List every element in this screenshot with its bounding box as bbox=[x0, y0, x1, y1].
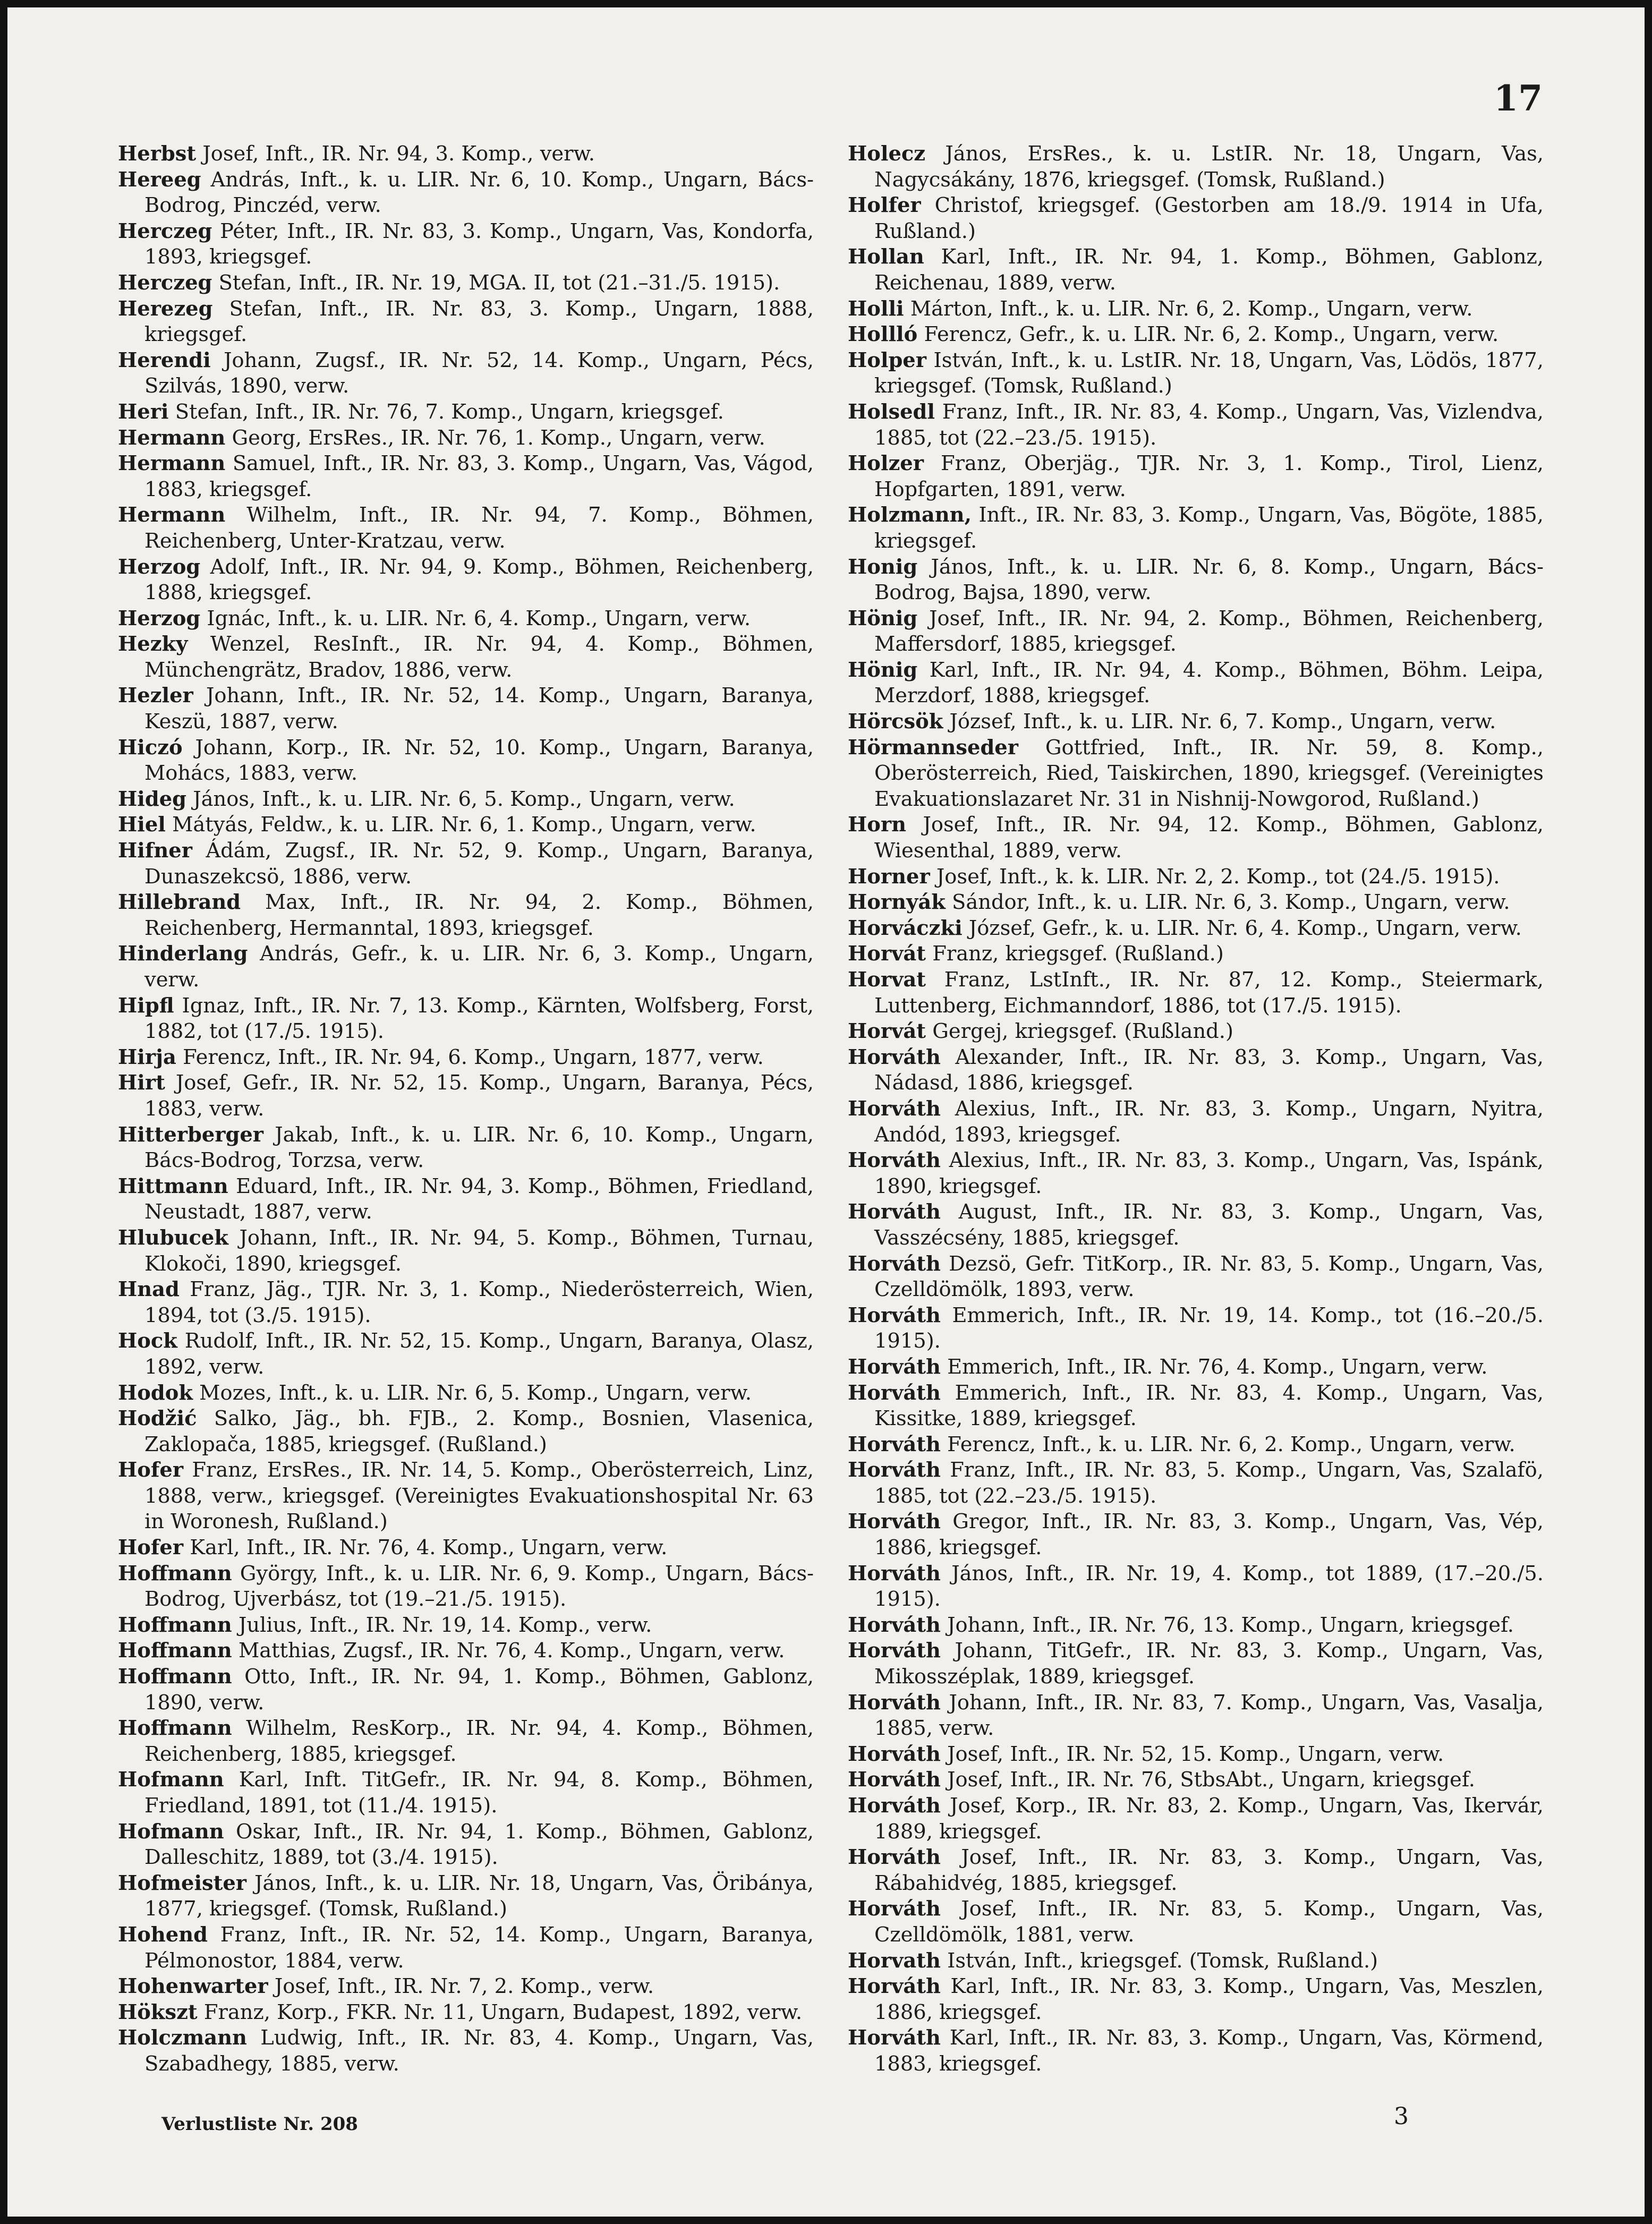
entry-surname: Hollan bbox=[848, 245, 924, 269]
entry-details: György, Inft., k. u. LIR. Nr. 6, 9. Komp., Ungarn, Bács-Bodrog, Ujverbász, tot (19.–21./5. 1915). bbox=[144, 1561, 814, 1612]
casualty-entry bbox=[848, 812, 1544, 864]
casualty-entry bbox=[118, 270, 814, 296]
entry-details: Josef, Inft., IR. Nr. 7, 2. Komp., verw. bbox=[274, 1974, 654, 1999]
casualty-entry bbox=[118, 1277, 814, 1328]
casualty-entry bbox=[848, 864, 1544, 890]
entry-details: Gregor, Inft., IR. Nr. 83, 3. Komp., Ungarn, Vas, Vép, 1886, kriegsgef. bbox=[874, 1510, 1544, 1560]
entry-surname: Horváth bbox=[848, 1639, 941, 1663]
casualty-entry bbox=[848, 1354, 1544, 1381]
entry-surname: Horváczki bbox=[848, 916, 963, 940]
entry-surname: Hermann bbox=[118, 425, 226, 450]
entry-surname: Hock bbox=[118, 1329, 177, 1353]
entry-details: Johann, TitGefr., IR. Nr. 83, 3. Komp., Ungarn, Vas, Mikosszéplak, 1889, kriegsgef. bbox=[874, 1639, 1544, 1689]
casualty-entry bbox=[848, 1019, 1544, 1045]
entry-details: Karl, Inft., IR. Nr. 83, 3. Komp., Ungarn, Vas, Meszlen, 1886, kriegsgef. bbox=[874, 1974, 1544, 2024]
casualty-entry bbox=[848, 967, 1544, 1019]
entry-details: Jakab, Inft., k. u. LIR. Nr. 6, 10. Komp., Ungarn, Bács-Bodrog, Torzsa, verw. bbox=[144, 1122, 814, 1173]
entry-details: János, Inft., IR. Nr. 19, 4. Komp., tot 1889, (17.–20./5. 1915). bbox=[874, 1561, 1544, 1612]
entry-details: Franz, Inft., IR. Nr. 52, 14. Komp., Ungarn, Baranya, Pélmonostor, 1884, verw. bbox=[144, 1922, 814, 1973]
page-number: 17 bbox=[1494, 78, 1543, 119]
entry-details: Johann, Inft., IR. Nr. 76, 13. Komp., Ungarn, kriegsgef. bbox=[947, 1613, 1514, 1637]
casualty-entry bbox=[118, 812, 814, 838]
casualty-entry bbox=[848, 1974, 1544, 2025]
entry-surname: Herezeg bbox=[118, 296, 213, 321]
entry-details: Alexius, Inft., IR. Nr. 83, 3. Komp., Ungarn, Vas, Ispánk, 1890, kriegsgef. bbox=[874, 1148, 1544, 1198]
entry-surname: Hillebrand bbox=[118, 890, 241, 915]
entry-details: Oskar, Inft., IR. Nr. 94, 1. Komp., Böhmen, Gablonz, Dalleschitz, 1889, tot (3./4. 1915). bbox=[144, 1819, 814, 1870]
entry-details: Mátyás, Feldw., k. u. LIR. Nr. 6, 1. Komp., Ungarn, verw. bbox=[172, 813, 756, 837]
entry-details: Alexius, Inft., IR. Nr. 83, 3. Komp., Ungarn, Nyitra, Andód, 1893, kriegsgef. bbox=[874, 1096, 1544, 1147]
casualty-entry bbox=[118, 1122, 814, 1174]
casualty-entry bbox=[848, 1613, 1544, 1639]
casualty-entry bbox=[118, 632, 814, 683]
entry-surname: Hodok bbox=[118, 1381, 193, 1405]
entry-surname: Hofer bbox=[118, 1536, 184, 1560]
entry-details: Ferencz, Gefr., k. u. LIR. Nr. 6, 2. Komp., Ungarn, verw. bbox=[924, 322, 1499, 347]
entry-details: Christof, kriegsgef. (Gestorben am 18./9. 1914 in Ufa, Rußland.) bbox=[874, 193, 1544, 243]
entry-details: Wilhelm, Inft., IR. Nr. 94, 7. Komp., Böhmen, Reichenberg, Unter-Kratzau, verw. bbox=[144, 503, 814, 553]
casualty-entry bbox=[848, 555, 1544, 606]
entry-details: Josef, Inft., IR. Nr. 94, 12. Komp., Böhmen, Gablonz, Wiesenthal, 1889, verw. bbox=[874, 813, 1544, 863]
entry-surname: Horváth bbox=[848, 1974, 941, 1999]
casualty-entry bbox=[118, 787, 814, 813]
entry-details: József, Inft., k. u. LIR. Nr. 6, 7. Komp., Ungarn, verw. bbox=[949, 710, 1496, 734]
entry-surname: Hittmann bbox=[118, 1174, 228, 1198]
entry-details: Franz, ErsRes., IR. Nr. 14, 5. Komp., Oberösterreich, Linz, 1888, verw., kriegsgef. (Vereinigtes Evakuationshospital Nr. 63 in Woronesh, Rußland.) bbox=[144, 1458, 814, 1534]
entry-details: Stefan, Inft., IR. Nr. 19, MGA. II, tot (21.–31./5. 1915). bbox=[218, 270, 780, 295]
entry-surname: Horváth bbox=[848, 1690, 941, 1715]
entry-surname: Horvát bbox=[848, 942, 926, 966]
entry-surname: Holfer bbox=[848, 193, 921, 218]
entry-details: Ignaz, Inft., IR. Nr. 7, 13. Komp., Kärnten, Wolfsberg, Forst, 1882, tot (17./5. 1915). bbox=[144, 993, 814, 1044]
casualty-entry bbox=[118, 1664, 814, 1716]
entry-surname: Horváth bbox=[848, 1200, 941, 1224]
entry-details: Franz, kriegsgef. (Rußland.) bbox=[932, 942, 1224, 966]
entry-surname: Horváth bbox=[848, 1742, 941, 1766]
casualty-entry bbox=[118, 890, 814, 941]
entry-surname: Hollló bbox=[848, 322, 918, 347]
entry-surname: Herczeg bbox=[118, 219, 212, 243]
entry-surname: Horváth bbox=[848, 1794, 941, 1818]
left-column bbox=[118, 141, 814, 2077]
entry-surname: Holzmann, bbox=[848, 503, 972, 527]
entry-details: Stefan, Inft., IR. Nr. 83, 3. Komp., Ungarn, 1888, kriegsgef. bbox=[144, 296, 814, 347]
right-column bbox=[848, 141, 1544, 2077]
casualty-entry bbox=[118, 1328, 814, 1380]
casualty-entry bbox=[848, 1381, 1544, 1432]
casualty-entry bbox=[848, 296, 1544, 322]
entry-surname: Horváth bbox=[848, 1251, 941, 1276]
entry-surname: Hörmannseder bbox=[848, 735, 1018, 760]
casualty-entry bbox=[848, 399, 1544, 451]
entry-details: Gottfried, Inft., IR. Nr. 59, 8. Komp., Oberösterreich, Ried, Taiskirchen, 1890, kriegsgef. (Vereinigtes Evakuationslazaret Nr. 31 in Nishnij-Nowgorod, Rußland.) bbox=[874, 735, 1544, 811]
casualty-entry bbox=[848, 1767, 1544, 1793]
entry-details: Karl, Inft. TitGefr., IR. Nr. 94, 8. Komp., Böhmen, Friedland, 1891, tot (11./4. 1915). bbox=[144, 1768, 814, 1818]
entry-surname: Hlubucek bbox=[118, 1225, 228, 1250]
entry-details: András, Gefr., k. u. LIR. Nr. 6, 3. Komp., Ungarn, verw. bbox=[144, 942, 814, 992]
entry-surname: Hönig bbox=[848, 658, 918, 682]
casualty-entry bbox=[848, 1458, 1544, 1509]
casualty-entry bbox=[118, 555, 814, 606]
casualty-entry bbox=[118, 219, 814, 270]
casualty-entry bbox=[118, 141, 814, 167]
entry-details: Wenzel, ResInft., IR. Nr. 94, 4. Komp., Böhmen, Münchengrätz, Bradov, 1886, verw. bbox=[144, 632, 814, 682]
casualty-entry bbox=[848, 1561, 1544, 1613]
casualty-entry bbox=[848, 1896, 1544, 1948]
casualty-entry bbox=[848, 451, 1544, 502]
entry-surname: Hipfl bbox=[118, 993, 174, 1018]
casualty-entry bbox=[118, 1174, 814, 1225]
entry-details: Josef, Inft., IR. Nr. 76, StbsAbt., Ungarn, kriegsgef. bbox=[947, 1768, 1475, 1792]
casualty-entry bbox=[848, 890, 1544, 916]
entry-details: István, Inft., kriegsgef. (Tomsk, Rußland.) bbox=[947, 1948, 1378, 1973]
entry-details: Johann, Zugsf., IR. Nr. 52, 14. Komp., Ungarn, Pécs, Szilvás, 1890, verw. bbox=[144, 348, 814, 398]
entry-details: Karl, Inft., IR. Nr. 76, 4. Komp., Ungarn, verw. bbox=[190, 1536, 668, 1560]
entry-surname: Hinderlang bbox=[118, 942, 248, 966]
entry-surname: Hoffmann bbox=[118, 1613, 232, 1637]
entry-details: Péter, Inft., IR. Nr. 83, 3. Komp., Ungarn, Vas, Kondorfa, 1893, kriegsgef. bbox=[144, 219, 814, 269]
entry-surname: Hirja bbox=[118, 1045, 176, 1069]
entry-surname: Hitterberger bbox=[118, 1122, 263, 1147]
entry-surname: Horváth bbox=[848, 1381, 941, 1405]
entry-surname: Horváth bbox=[848, 1458, 941, 1482]
casualty-entry bbox=[118, 1045, 814, 1071]
casualty-entry bbox=[118, 296, 814, 348]
casualty-entry bbox=[118, 1819, 814, 1871]
casualty-entry bbox=[848, 1638, 1544, 1690]
entry-details: Ignác, Inft., k. u. LIR. Nr. 6, 4. Komp., Ungarn, verw. bbox=[207, 606, 751, 630]
casualty-entry bbox=[118, 606, 814, 632]
entry-surname: Horváth bbox=[848, 1561, 941, 1586]
entry-details: András, Inft., k. u. LIR. Nr. 6, 10. Komp., Ungarn, Bács-Bodrog, Pinczéd, verw. bbox=[144, 167, 814, 218]
entry-details: János, Inft., k. u. LIR. Nr. 18, Ungarn, Vas, Öribánya, 1877, kriegsgef. (Tomsk, Rußland.) bbox=[144, 1871, 814, 1921]
entry-details: Ádám, Zugsf., IR. Nr. 52, 9. Komp., Ungarn, Baranya, Dunaszekcsö, 1886, verw. bbox=[144, 839, 814, 889]
entry-surname: Horváth bbox=[848, 1510, 941, 1534]
entry-surname: Hnad bbox=[118, 1277, 180, 1302]
entry-surname: Herzog bbox=[118, 555, 201, 579]
entry-details: Karl, Inft., IR. Nr. 94, 1. Komp., Böhmen, Gablonz, Reichenau, 1889, verw. bbox=[874, 245, 1544, 295]
entry-details: Samuel, Inft., IR. Nr. 83, 3. Komp., Ungarn, Vas, Vágod, 1883, kriegsgef. bbox=[144, 451, 814, 501]
entry-details: Rudolf, Inft., IR. Nr. 52, 15. Komp., Ungarn, Baranya, Olasz, 1892, verw. bbox=[144, 1329, 814, 1379]
entry-details: Karl, Inft., IR. Nr. 83, 3. Komp., Ungarn, Vas, Körmend, 1883, kriegsgef. bbox=[874, 2026, 1544, 2076]
entry-surname: Hodžić bbox=[118, 1407, 197, 1431]
document-page bbox=[7, 7, 1645, 2217]
entry-details: Josef, Korp., IR. Nr. 83, 2. Komp., Ungarn, Vas, Ikervár, 1889, kriegsgef. bbox=[874, 1794, 1544, 1844]
casualty-entry bbox=[848, 658, 1544, 709]
entry-surname: Holsedl bbox=[848, 399, 935, 424]
entry-details: Ferencz, Inft., k. u. LIR. Nr. 6, 2. Komp., Ungarn, verw. bbox=[947, 1432, 1515, 1456]
entry-details: Mozes, Inft., k. u. LIR. Nr. 6, 5. Komp., Ungarn, verw. bbox=[199, 1381, 752, 1405]
entry-details: Franz, Oberjäg., TJR. Nr. 3, 1. Komp., Tirol, Lienz, Hopfgarten, 1891, verw. bbox=[874, 451, 1544, 501]
entry-details: Johann, Inft., IR. Nr. 52, 14. Komp., Ungarn, Baranya, Keszü, 1887, verw. bbox=[144, 684, 814, 734]
casualty-entry bbox=[118, 993, 814, 1045]
entry-surname: Hofmann bbox=[118, 1819, 224, 1844]
entry-surname: Horvath bbox=[848, 1948, 941, 1973]
casualty-entry bbox=[848, 1251, 1544, 1303]
entry-surname: Herczeg bbox=[118, 270, 212, 295]
casualty-entry bbox=[118, 1070, 814, 1122]
entry-details: Eduard, Inft., IR. Nr. 94, 3. Komp., Böhmen, Friedland, Neustadt, 1887, verw. bbox=[144, 1174, 814, 1224]
casualty-entry bbox=[118, 1638, 814, 1664]
casualty-entry bbox=[848, 1303, 1544, 1354]
casualty-entry bbox=[848, 606, 1544, 658]
entry-details: Josef, Inft., IR. Nr. 83, 5. Komp., Ungarn, Vas, Czelldömölk, 1881, verw. bbox=[874, 1897, 1544, 1947]
casualty-entry bbox=[848, 1948, 1544, 1974]
entry-surname: Horváth bbox=[848, 1045, 941, 1069]
entry-surname: Hiczó bbox=[118, 735, 183, 760]
entry-surname: Honig bbox=[848, 555, 918, 579]
footer-list-number: Verlustliste Nr. 208 bbox=[161, 2114, 358, 2135]
entry-details: Emmerich, Inft., IR. Nr. 19, 14. Komp., tot (16.–20./5. 1915). bbox=[874, 1303, 1544, 1353]
casualty-entry bbox=[118, 425, 814, 451]
casualty-entry bbox=[118, 1458, 814, 1535]
entry-surname: Horváth bbox=[848, 2026, 941, 2050]
entry-details: August, Inft., IR. Nr. 83, 3. Komp., Ungarn, Vas, Vasszécsény, 1885, kriegsgef. bbox=[874, 1200, 1544, 1250]
entry-details: Franz, Korp., FKR. Nr. 11, Ungarn, Budapest, 1892, verw. bbox=[203, 2000, 803, 2024]
entry-details: Alexander, Inft., IR. Nr. 83, 3. Komp., Ungarn, Vas, Nádasd, 1886, kriegsgef. bbox=[874, 1045, 1544, 1095]
entry-surname: Hökszt bbox=[118, 2000, 198, 2024]
casualty-entry bbox=[848, 1096, 1544, 1148]
entry-surname: Hezky bbox=[118, 632, 188, 657]
entry-details: Johann, Inft., IR. Nr. 94, 5. Komp., Böhmen, Turnau, Klokoči, 1890, kriegsgef. bbox=[144, 1225, 814, 1276]
casualty-entry bbox=[848, 1509, 1544, 1561]
entry-details: Franz, LstInft., IR. Nr. 87, 12. Komp., Steiermark, Luttenberg, Eichmanndorf, 1886, tot (17./5. 1915). bbox=[874, 968, 1544, 1018]
casualty-entry bbox=[848, 941, 1544, 967]
casualty-entry bbox=[848, 1045, 1544, 1096]
casualty-entry bbox=[118, 502, 814, 554]
casualty-entry bbox=[848, 141, 1544, 193]
entry-surname: Hoffmann bbox=[118, 1639, 232, 1663]
entry-surname: Horváth bbox=[848, 1897, 941, 1921]
casualty-entry bbox=[118, 1922, 814, 1974]
entry-details: Stefan, Inft., IR. Nr. 76, 7. Komp., Ungarn, kriegsgef. bbox=[175, 399, 724, 424]
entry-details: Georg, ErsRes., IR. Nr. 76, 1. Komp., Ungarn, verw. bbox=[232, 425, 765, 450]
entry-details: Karl, Inft., IR. Nr. 94, 4. Komp., Böhmen, Böhm. Leipa, Merzdorf, 1888, kriegsgef. bbox=[874, 658, 1544, 708]
casualty-entry bbox=[848, 193, 1544, 244]
casualty-entry bbox=[848, 322, 1544, 348]
entry-surname: Hiel bbox=[118, 813, 166, 837]
casualty-entry bbox=[848, 735, 1544, 813]
entry-surname: Hohend bbox=[118, 1922, 208, 1947]
entry-surname: Hoffmann bbox=[118, 1665, 232, 1689]
entry-surname: Horváth bbox=[848, 1148, 941, 1173]
casualty-entry bbox=[118, 167, 814, 219]
entry-details: Ludwig, Inft., IR. Nr. 83, 4. Komp., Ungarn, Vas, Szabadhegy, 1885, verw. bbox=[144, 2026, 814, 2076]
entry-surname: Hifner bbox=[118, 839, 192, 863]
entry-surname: Herbst bbox=[118, 142, 197, 166]
entry-surname: Horner bbox=[848, 864, 930, 889]
casualty-entry bbox=[848, 502, 1544, 554]
entry-surname: Horvát bbox=[848, 1019, 926, 1044]
casualty-entry bbox=[118, 838, 814, 890]
casualty-entry bbox=[118, 1613, 814, 1639]
entry-surname: Horváth bbox=[848, 1354, 941, 1379]
entry-surname: Holper bbox=[848, 348, 926, 372]
casualty-entry bbox=[118, 1716, 814, 1767]
entry-surname: Holecz bbox=[848, 142, 926, 166]
entry-surname: Heri bbox=[118, 399, 169, 424]
entry-surname: Hörcsök bbox=[848, 710, 943, 734]
entry-details: Franz, Jäg., TJR. Nr. 3, 1. Komp., Niederösterreich, Wien, 1894, tot (3./5. 1915). bbox=[144, 1277, 814, 1327]
casualty-entry bbox=[118, 348, 814, 399]
entry-details: Johann, Inft., IR. Nr. 83, 7. Komp., Ungarn, Vas, Vasalja, 1885, verw. bbox=[874, 1690, 1544, 1741]
casualty-entry bbox=[848, 348, 1544, 399]
entry-surname: Herzog bbox=[118, 606, 201, 630]
entry-surname: Hoffmann bbox=[118, 1716, 232, 1741]
entry-surname: Horváth bbox=[848, 1845, 941, 1870]
entry-details: Franz, Inft., IR. Nr. 83, 4. Komp., Ungarn, Vas, Vizlendva, 1885, tot (22.–23./5. 1915). bbox=[874, 399, 1544, 450]
casualty-entry bbox=[848, 916, 1544, 942]
entry-surname: Hirt bbox=[118, 1071, 165, 1095]
entry-surname: Horn bbox=[848, 813, 907, 837]
casualty-entry bbox=[118, 1381, 814, 1407]
entry-surname: Horvat bbox=[848, 968, 926, 992]
entry-surname: Hoffmann bbox=[118, 1561, 232, 1586]
casualty-entry bbox=[118, 683, 814, 735]
entry-details: Dezsö, Gefr. TitKorp., IR. Nr. 83, 5. Komp., Ungarn, Vas, Czelldömölk, 1893, verw. bbox=[874, 1251, 1544, 1302]
entry-surname: Horváth bbox=[848, 1768, 941, 1792]
entry-surname: Hornyák bbox=[848, 890, 946, 915]
casualty-entry bbox=[118, 1225, 814, 1277]
casualty-entry bbox=[118, 2025, 814, 2077]
entry-surname: Hofer bbox=[118, 1458, 184, 1482]
casualty-entry bbox=[848, 709, 1544, 735]
entry-details: Emmerich, Inft., IR. Nr. 83, 4. Komp., Ungarn, Vas, Kissitke, 1889, kriegsgef. bbox=[874, 1381, 1544, 1431]
entry-surname: Hereeg bbox=[118, 167, 201, 192]
casualty-entry bbox=[848, 244, 1544, 296]
entry-details: Josef, Gefr., IR. Nr. 52, 15. Komp., Ungarn, Baranya, Pécs, 1883, verw. bbox=[144, 1071, 814, 1121]
casualty-entry bbox=[118, 1535, 814, 1561]
casualty-entry bbox=[848, 1432, 1544, 1458]
casualty-entry bbox=[848, 1148, 1544, 1199]
entry-details: Salko, Jäg., bh. FJB., 2. Komp., Bosnien, Vlasenica, Zaklopača, 1885, kriegsgef. (Rußland.) bbox=[144, 1407, 814, 1456]
entry-surname: Holli bbox=[848, 296, 904, 321]
casualty-entry bbox=[848, 1199, 1544, 1251]
entry-surname: Hideg bbox=[118, 787, 186, 811]
entry-details: Adolf, Inft., IR. Nr. 94, 9. Komp., Böhmen, Reichenberg, 1888, kriegsgef. bbox=[144, 555, 814, 605]
casualty-entry bbox=[848, 1845, 1544, 1896]
entry-details: János, Inft., k. u. LIR. Nr. 6, 8. Komp., Ungarn, Bács-Bodrog, Bajsa, 1890, verw. bbox=[874, 555, 1544, 605]
entry-details: Franz, Inft., IR. Nr. 83, 5. Komp., Ungarn, Vas, Szalafö, 1885, tot (22.–23./5. 1915). bbox=[874, 1458, 1544, 1508]
entry-surname: Horváth bbox=[848, 1613, 941, 1637]
entry-details: István, Inft., k. u. LstIR. Nr. 18, Ungarn, Vas, Lödös, 1877, kriegsgef. (Tomsk, Rußland.) bbox=[874, 348, 1544, 398]
entry-details: Johann, Korp., IR. Nr. 52, 10. Komp., Ungarn, Baranya, Mohács, 1883, verw. bbox=[144, 735, 814, 786]
entry-details: Josef, Inft., k. k. LIR. Nr. 2, 2. Komp., tot (24./5. 1915). bbox=[936, 864, 1500, 889]
entry-surname: Hofmann bbox=[118, 1768, 224, 1792]
entry-details: Ferencz, Inft., IR. Nr. 94, 6. Komp., Ungarn, 1877, verw. bbox=[183, 1045, 764, 1069]
entry-details: Gergej, kriegsgef. (Rußland.) bbox=[932, 1019, 1233, 1044]
casualty-entry bbox=[848, 1793, 1544, 1845]
entry-details: Josef, Inft., IR. Nr. 83, 3. Komp., Ungarn, Vas, Rábahidvég, 1885, kriegsgef. bbox=[874, 1845, 1544, 1895]
entry-details: Max, Inft., IR. Nr. 94, 2. Komp., Böhmen, Reichenberg, Hermanntal, 1893, kriegsgef. bbox=[144, 890, 814, 940]
casualty-entry bbox=[118, 451, 814, 502]
entry-details: Josef, Inft., IR. Nr. 94, 2. Komp., Böhmen, Reichenberg, Maffersdorf, 1885, kriegsgef. bbox=[874, 606, 1544, 657]
entry-surname: Hezler bbox=[118, 684, 193, 708]
entry-surname: Hermann bbox=[118, 503, 226, 527]
casualty-entry bbox=[118, 1871, 814, 1922]
entry-surname: Herendi bbox=[118, 348, 211, 372]
entry-surname: Hofmeister bbox=[118, 1871, 247, 1895]
entry-details: Emmerich, Inft., IR. Nr. 76, 4. Komp., Ungarn, verw. bbox=[947, 1354, 1488, 1379]
entry-surname: Hohenwarter bbox=[118, 1974, 268, 1999]
casualty-entry bbox=[118, 941, 814, 993]
entry-details: Josef, Inft., IR. Nr. 52, 15. Komp., Ungarn, verw. bbox=[947, 1742, 1444, 1766]
entry-details: Josef, Inft., IR. Nr. 94, 3. Komp., verw. bbox=[202, 142, 595, 166]
casualty-entry bbox=[118, 1561, 814, 1613]
entry-surname: Holzer bbox=[848, 451, 924, 476]
entry-details: János, ErsRes., k. u. LstIR. Nr. 18, Ungarn, Vas, Nagycsákány, 1876, kriegsgef. (Tomsk, Rußland.) bbox=[874, 142, 1544, 192]
entry-surname: Horváth bbox=[848, 1303, 941, 1327]
entry-details: Otto, Inft., IR. Nr. 94, 1. Komp., Böhmen, Gablonz, 1890, verw. bbox=[144, 1665, 814, 1715]
entry-surname: Hönig bbox=[848, 606, 918, 630]
entry-surname: Horváth bbox=[848, 1096, 941, 1121]
casualty-entry bbox=[118, 1974, 814, 2000]
casualty-entry bbox=[848, 1742, 1544, 1768]
entry-surname: Holczmann bbox=[118, 2026, 247, 2050]
entry-details: János, Inft., k. u. LIR. Nr. 6, 5. Komp., Ungarn, verw. bbox=[193, 787, 735, 811]
casualty-entry bbox=[118, 399, 814, 425]
entry-surname: Horváth bbox=[848, 1432, 941, 1456]
casualty-entry bbox=[848, 1690, 1544, 1742]
entry-details: Julius, Inft., IR. Nr. 19, 14. Komp., verw. bbox=[238, 1613, 652, 1637]
casualty-entry bbox=[118, 2000, 814, 2026]
casualty-entry bbox=[118, 1406, 814, 1458]
entry-details: József, Gefr., k. u. LIR. Nr. 6, 4. Komp., Ungarn, verw. bbox=[968, 916, 1522, 940]
entry-details: Sándor, Inft., k. u. LIR. Nr. 6, 3. Komp., Ungarn, verw. bbox=[952, 890, 1510, 915]
casualty-entry bbox=[118, 735, 814, 787]
footer-signature-mark: 3 bbox=[1394, 2103, 1409, 2130]
casualty-entry bbox=[848, 2025, 1544, 2077]
casualty-entry bbox=[118, 1767, 814, 1819]
entry-details: Wilhelm, ResKorp., IR. Nr. 94, 4. Komp., Böhmen, Reichenberg, 1885, kriegsgef. bbox=[144, 1716, 814, 1766]
entry-details: Márton, Inft., k. u. LIR. Nr. 6, 2. Komp., Ungarn, verw. bbox=[910, 296, 1473, 321]
entry-surname: Hermann bbox=[118, 451, 226, 476]
entry-details: Matthias, Zugsf., IR. Nr. 76, 4. Komp., Ungarn, verw. bbox=[238, 1639, 785, 1663]
entry-details: Inft., IR. Nr. 83, 3. Komp., Ungarn, Vas, Bögöte, 1885, kriegsgef. bbox=[874, 503, 1544, 553]
